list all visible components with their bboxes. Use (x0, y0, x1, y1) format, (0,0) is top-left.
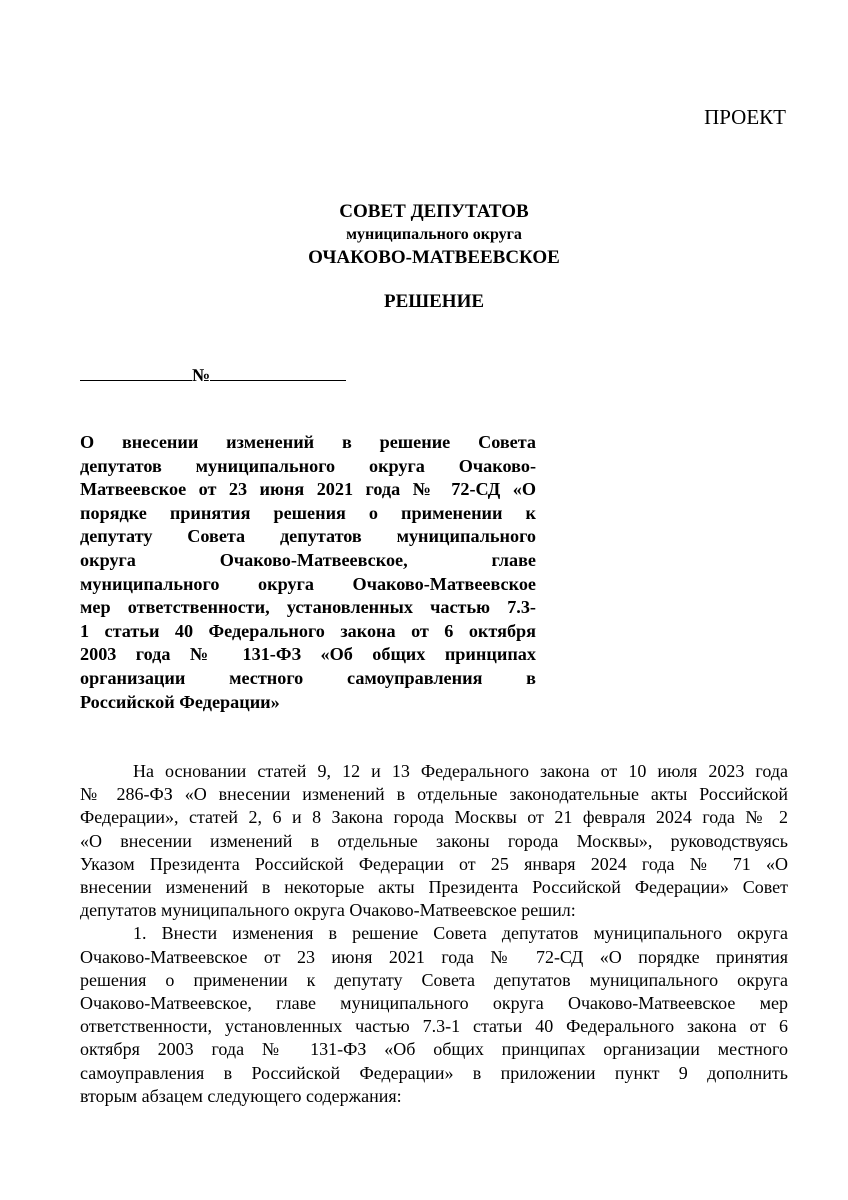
body-line: решения о применении к депутату Совета депутатов муниципального округа (80, 969, 788, 990)
document-type-title: РЕШЕНИЕ (383, 291, 485, 312)
council-header (0, 200, 848, 270)
body-line: Очаково-Матвеевское, главе муниципального округа Очаково-Матвеевское мер (80, 993, 788, 1014)
body-line: Указом Президента Российской Федерации от 25 января 2024 года № 71 «О (80, 853, 788, 874)
body-line: вторым абзацем следующего содержания: (80, 1085, 402, 1106)
body-line: ответственности, установленных частью 7.3-1 статьи 40 Федерального закона от 6 (80, 1016, 788, 1037)
subject-line: Российской Федерации» (80, 691, 280, 712)
body-line: «О внесении изменений в отдельные законы города Москвы», руководствуясь (80, 830, 788, 851)
subject-line: депутатов муниципального округа Очаково- (80, 455, 536, 476)
date-number-line (80, 362, 346, 387)
subject-line: 2003 года № 131-ФЗ «Об общих принципах (80, 644, 536, 665)
council-title: СОВЕТ ДЕПУТАТОВ (339, 201, 529, 222)
body-line: самоуправления в Российской Федерации» в приложении пункт 9 дополнить (80, 1062, 788, 1083)
body-line: Очаково-Матвеевское от 23 июня 2021 года № 72-СД «О порядке принятия (80, 946, 788, 967)
subject-line: Матвеевское от 23 июня 2021 года № 72-СД «О (80, 479, 536, 500)
subject-line: округа Очаково-Матвеевское, главе (80, 549, 536, 570)
body-line: На основании статей 9, 12 и 13 Федерального закона от 10 июля 2023 года (133, 761, 788, 781)
document-body (80, 760, 788, 1108)
subject-line: депутату Совета депутатов муниципального (80, 526, 536, 547)
body-line: депутатов муниципального округа Очаково-Матвеевское решил: (80, 900, 576, 921)
body-line: 1. Внести изменения в решение Совета депутатов муниципального округа (133, 923, 788, 944)
subject-line: порядке принятия решения о применении к (80, 502, 536, 523)
decision-subject (80, 431, 536, 714)
body-line: № 286-ФЗ «О внесении изменений в отдельные законодательные акты Российской (80, 784, 788, 805)
subject-line: организации местного самоуправления в (80, 667, 536, 688)
paragraph-item-1 (80, 922, 788, 1108)
date-blank (80, 362, 192, 381)
subject-line: мер ответственности, установленных частью 7.3- (80, 597, 536, 618)
body-line: внесении изменений в некоторые акты Президента Российской Федерации» Совет (80, 877, 788, 898)
council-subtitle: муниципального округа (346, 226, 522, 243)
number-sign: № (192, 365, 211, 385)
draft-stamp: ПРОЕКТ (704, 105, 786, 129)
subject-line: 1 статьи 40 Федерального закона от 6 октября (80, 620, 536, 641)
subject-line: О внесении изменений в решение Совета (80, 432, 536, 452)
number-blank (210, 362, 346, 381)
subject-line: муниципального округа Очаково-Матвеевское (80, 573, 536, 594)
paragraph-preamble (80, 760, 788, 922)
body-line: Федерации», статей 2, 6 и 8 Закона города Москвы от 21 февраля 2024 года № 2 (80, 807, 788, 828)
body-line: октября 2003 года № 131-ФЗ «Об общих принципах организации местного (80, 1039, 788, 1060)
district-name: ОЧАКОВО-МАТВЕЕВСКОЕ (308, 247, 560, 268)
